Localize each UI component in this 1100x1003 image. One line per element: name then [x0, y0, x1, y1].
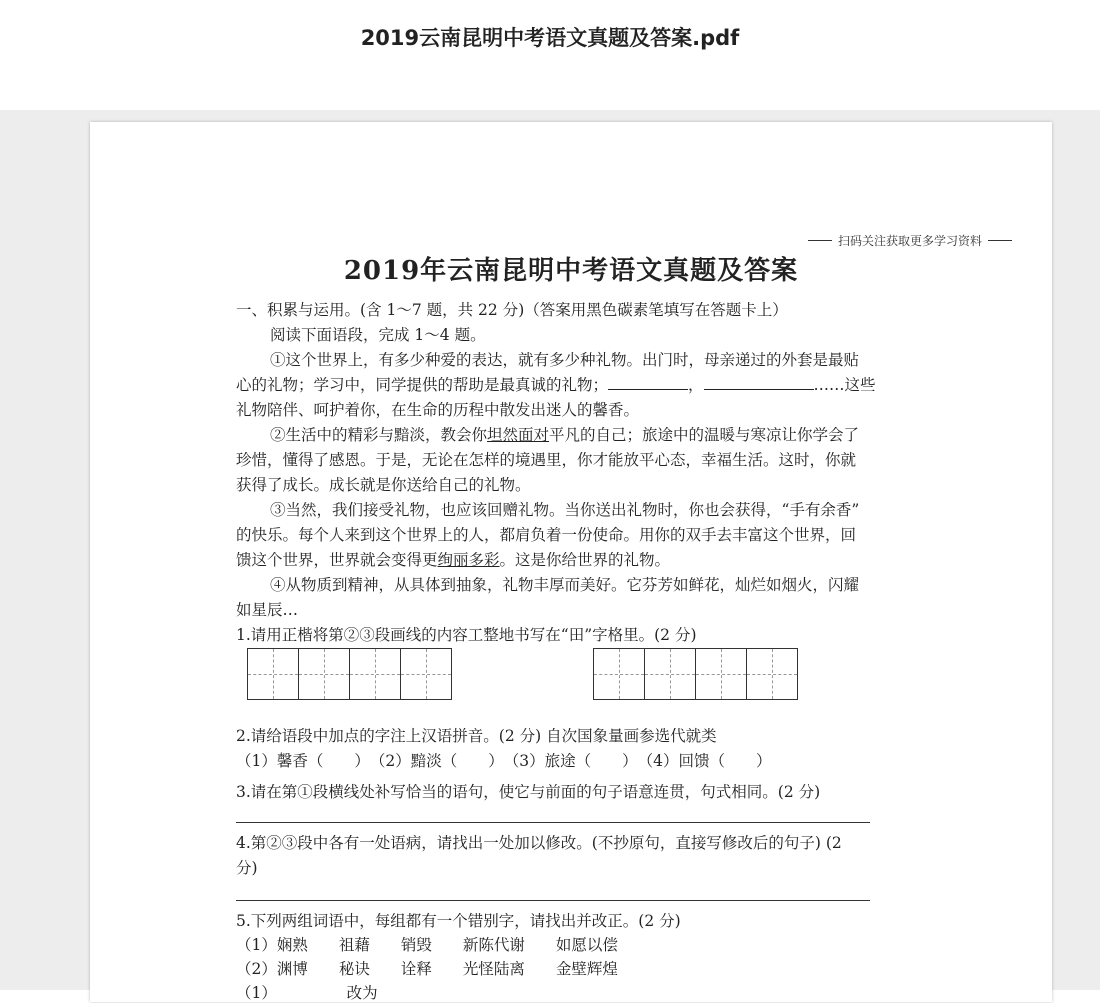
promo-dash-right: [988, 240, 1012, 241]
file-title: 2019云南昆明中考语文真题及答案.pdf: [360, 26, 740, 50]
question-4-line-2: 分): [236, 859, 258, 877]
grid-cell: [247, 648, 299, 700]
paragraph-1-text-a: 心的礼物；学习中，同学提供的帮助是最真诚的礼物；: [236, 376, 609, 394]
question-5-answer: （1） 改为: [236, 984, 378, 1002]
instruction: 阅读下面语段，完成 1～4 题。: [270, 326, 486, 344]
question-4-line-1: 4.第②③段中各有一处语病，请找出一处加以修改。(不抄原句，直接写修改后的句子) (2: [236, 834, 842, 852]
paragraph-4-line-2: 如星辰…: [236, 601, 299, 619]
paragraph-2-text-b: 平凡的自己；旅途中的温暖与寒凉让你学会了: [549, 426, 860, 444]
question-5-group-2: （2）渊博 秘诀 诠释 光怪陆离 金壁辉煌: [236, 960, 618, 978]
paragraph-3-line-1: ③当然，我们接受礼物，也应该回赠礼物。当你送出礼物时，你也会获得，“手有余香”: [270, 501, 860, 519]
grid-cell: [349, 648, 401, 700]
paragraph-4-line-1: ④从物质到精神，从具体到抽象，礼物丰厚而美好。它芬芳如鲜花，灿烂如烟火，闪耀: [270, 576, 860, 594]
grid-cell: [298, 648, 350, 700]
tianzige-grid-2: [594, 648, 798, 700]
promo-text: 扫码关注获取更多学习资料: [838, 234, 983, 248]
paragraph-1-line-1: ①这个世界上，有多少种爱的表达，就有多少种礼物。出门时，母亲递过的外套是最贴: [270, 351, 860, 369]
promo-banner: [808, 232, 1012, 249]
underlined-phrase-2: 绚丽多彩: [437, 551, 500, 569]
paragraph-2-line-3: 获得了成长。成长就是你送给自己的礼物。: [236, 476, 531, 494]
document-title: 2019年云南昆明中考语文真题及答案: [343, 256, 799, 286]
paragraph-3-text-a: 馈这个世界，世界就会变得更: [236, 551, 438, 569]
tianzige-grid-1: [248, 648, 452, 700]
grid-cell: [695, 648, 747, 700]
viewer-header: [0, 0, 1100, 110]
paragraph-3-line-2: 的快乐。每个人来到这个世界上的人，都肩负着一份使命。用你的双手去丰富这个世界，回: [236, 526, 857, 544]
question-3: 3.请在第①段横线处补写恰当的语句，使它与前面的句子语意连贯，句式相同。(2 分): [236, 783, 821, 801]
paragraph-2-text-a: ②生活中的精彩与黯淡，教会你: [270, 426, 488, 444]
answer-line-1: [236, 822, 870, 823]
paragraph-1-line-2: [236, 375, 876, 395]
paragraph-2-line-1: [270, 425, 859, 445]
pdf-viewport[interactable]: [0, 110, 1100, 1002]
pdf-page: [90, 122, 1052, 1002]
fill-blank-2: [704, 375, 814, 390]
question-5-group-1: （1）娴熟 祖藉 销毁 新陈代谢 如愿以偿: [236, 936, 618, 954]
paragraph-3-text-b: 。这是你给世界的礼物。: [499, 551, 671, 569]
paragraph-1-line-3: 礼物陪伴、呵护着你，在生命的历程中散发出迷人的馨香。: [236, 401, 640, 419]
promo-dash-left: [808, 240, 832, 241]
paragraph-1-text-c: ……这些: [813, 376, 876, 394]
question-2: 2.请给语段中加点的字注上汉语拼音。(2 分) 自次国象量画参选代就类: [236, 727, 717, 745]
question-2-items: （1）馨香（ ） （2）黯淡（ ） （3）旅途（ ） （4）回馈（ ）: [236, 752, 772, 770]
section-heading: 一、积累与运用。(含 1～7 题，共 22 分)（答案用黑色碳素笔填写在答题卡上）: [236, 301, 788, 319]
fill-blank-1: [608, 375, 688, 390]
paragraph-3-line-3: [236, 550, 670, 570]
grid-cell: [746, 648, 798, 700]
paragraph-1-comma: ，: [688, 376, 704, 394]
grid-cell: [400, 648, 452, 700]
answer-line-2: [236, 900, 870, 901]
grid-cell: [593, 648, 645, 700]
underlined-phrase-1: 坦然面对: [487, 426, 550, 444]
question-1: 1.请用正楷将第②③段画线的内容工整地书写在“田”字格里。(2 分): [236, 626, 697, 644]
paragraph-2-line-2: 珍惜，懂得了感恩。于是，无论在怎样的境遇里，你才能放平心态，幸福生活。这时，你就: [236, 451, 857, 469]
grid-cell: [644, 648, 696, 700]
question-5: 5.下列两组词语中，每组都有一个错别字，请找出并改正。(2 分): [236, 912, 681, 930]
